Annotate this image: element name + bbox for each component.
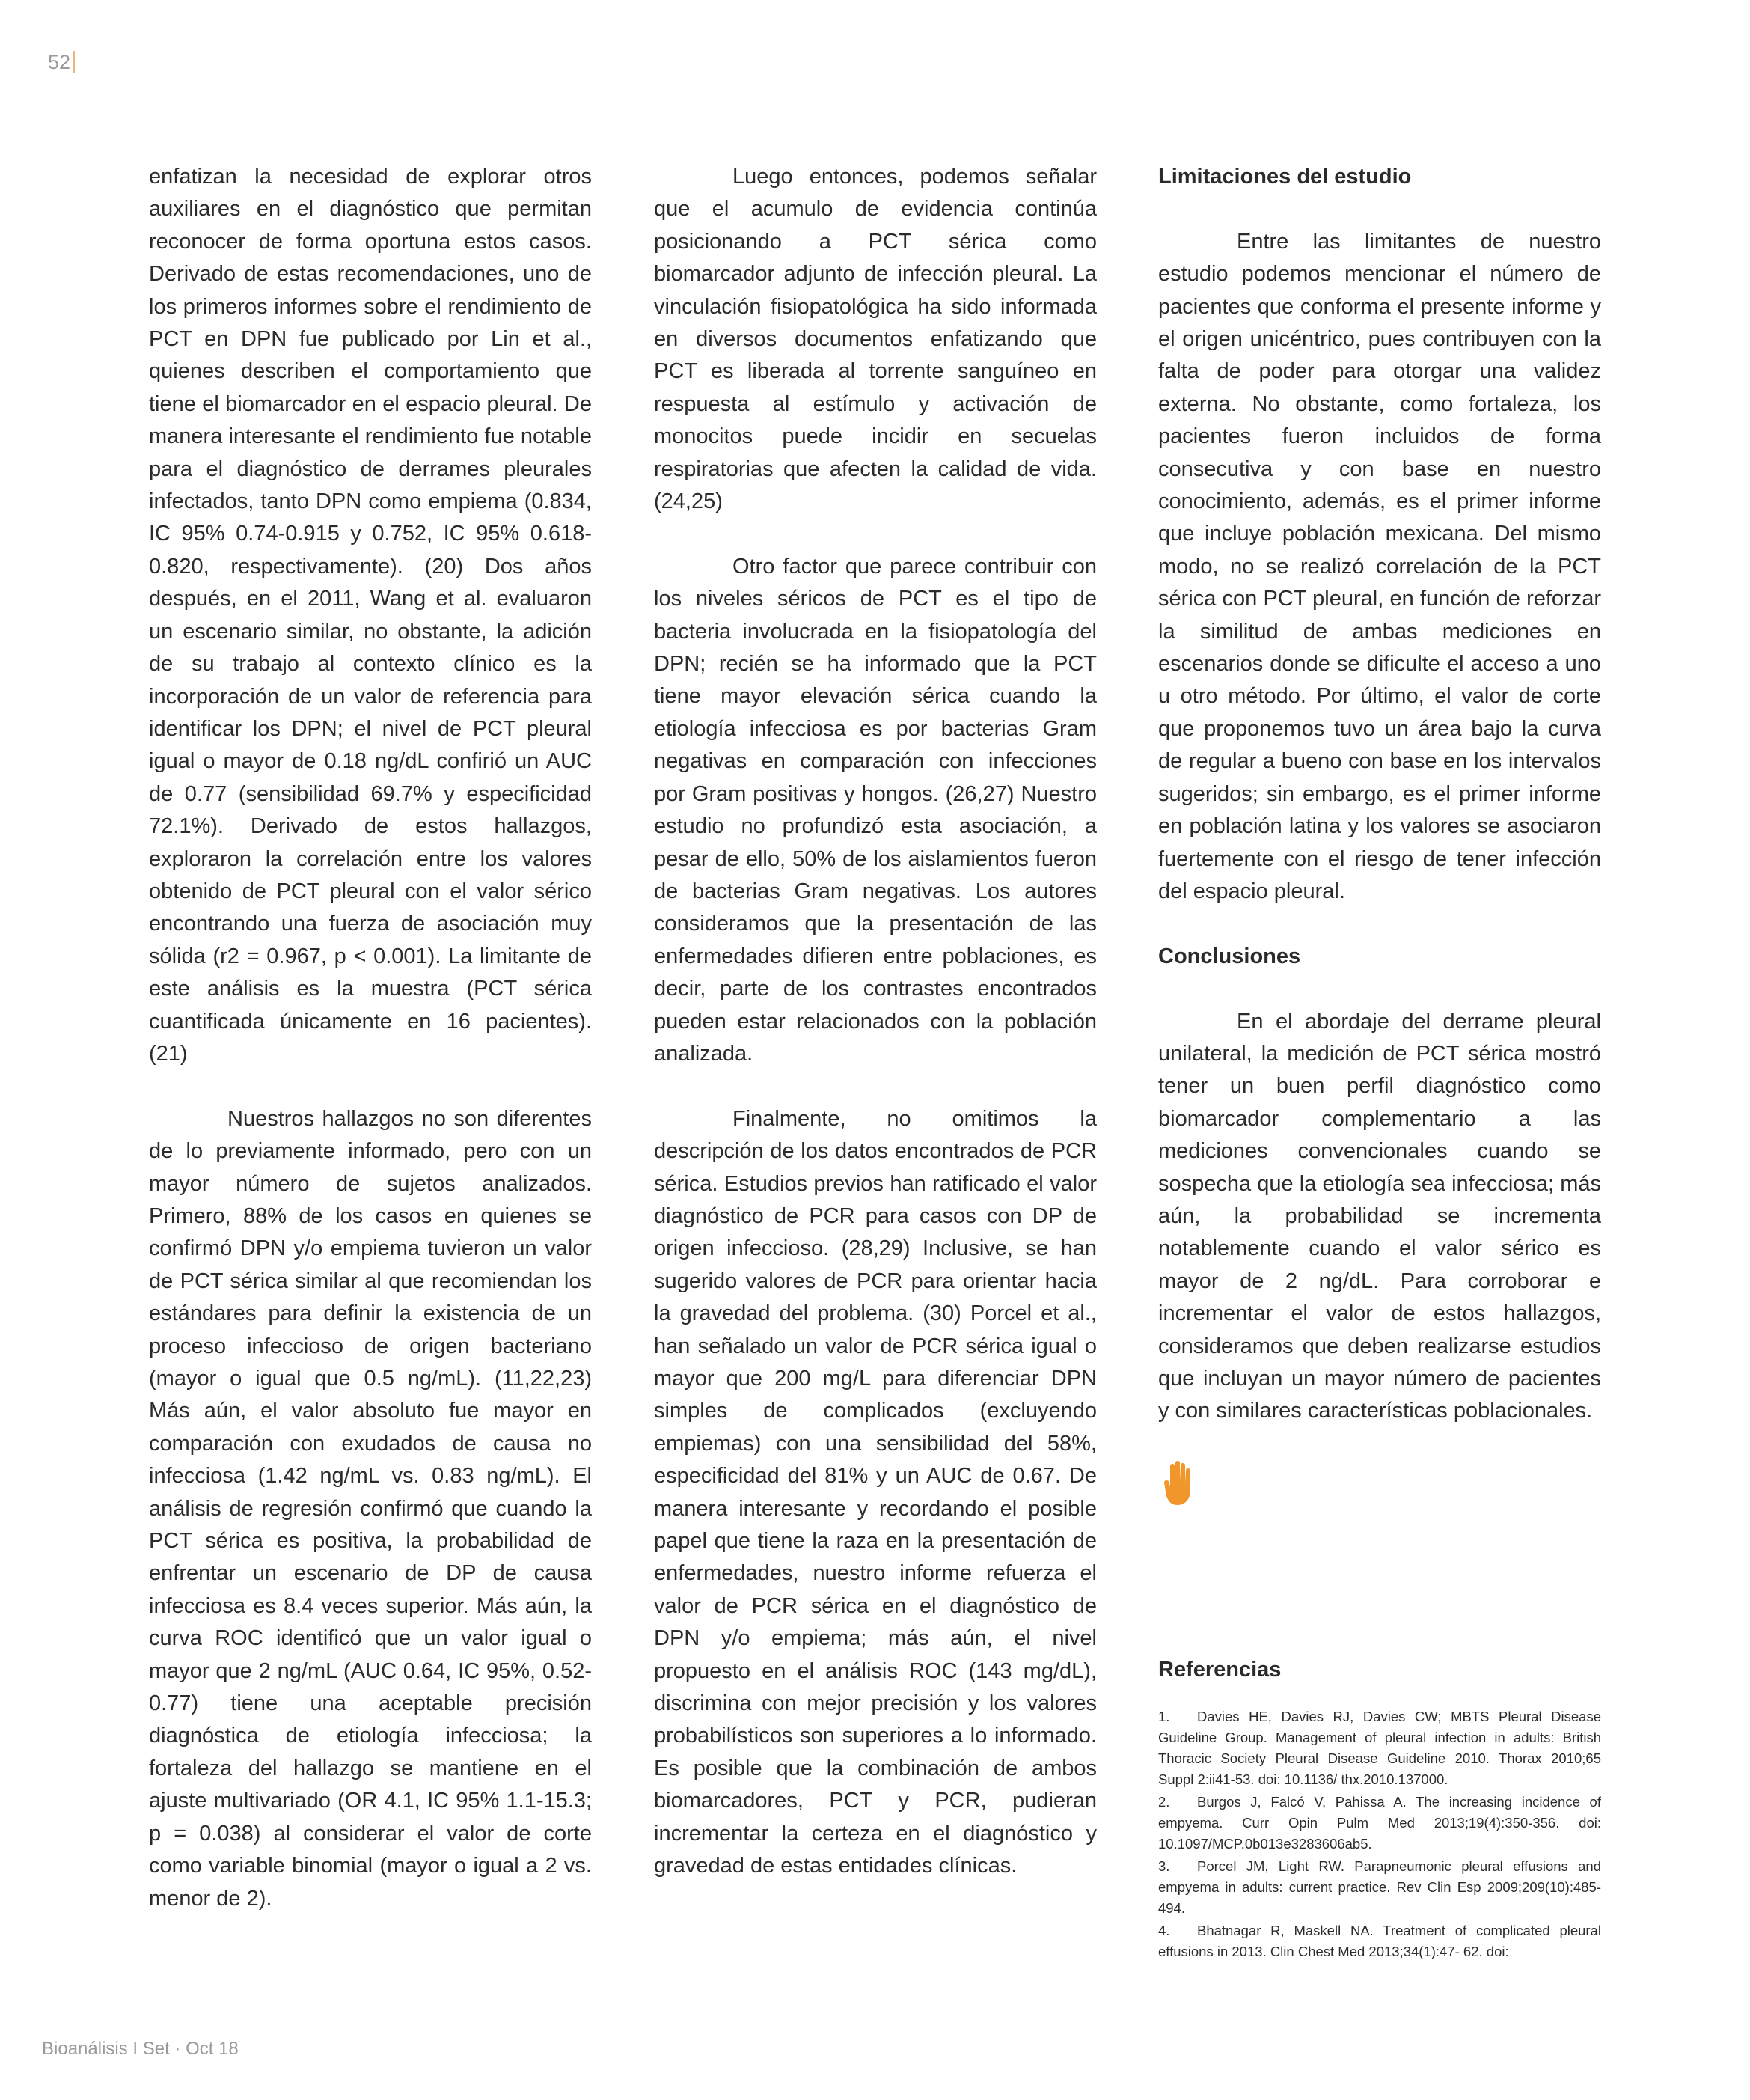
- column-3: [1158, 161, 1601, 1517]
- paragraph: Nuestros hallazgos no son diferentes de lo previamente informado, pero con un mayor número de sujetos analizados. Primero, 88% de los casos en quienes se confirmó DPN y/o empiema tuvieron un valor de PCT sérica similar al que recomiendan los estándares para definir la existencia de un proceso infeccioso de origen bacteriano (mayor o igual que 0.5 ng/mL). (11,22,23) Más aún, el valor absoluto fue mayor en comparación con exudados de causa no infecciosa (1.42 ng/mL vs. 0.83 ng/mL). El análisis de regresión confirmó que cuando la PCT sérica es positiva, la probabilidad de enfrentar un escenario de DP de causa infecciosa es 8.4 veces superior. Más aún, la curva ROC identificó que un valor igual o mayor que 2 ng/mL (AUC 0.64, IC 95%, 0.52-0.77) tiene una aceptable precisión diagnóstica de etiología infecciosa; la fortaleza del hallazgo se mantiene en el ajuste multivariado (OR 4.1, IC 95% 1.1-15.3; p = 0.038) al considerar el valor de corte como variable binomial (mayor o igual a 2 vs. menor de 2).: [149, 1106, 592, 1911]
- section-heading-limitations: Limitaciones del estudio: [1158, 165, 1412, 189]
- paragraph: Entre las limitantes de nuestro estudio podemos mencionar el número de pacientes que conforma el presente informe y el origen unicéntrico, pues contribuyen con la falta de poder para otorgar una validez externa. No obstante, como fortaleza, los pacientes fueron incluidos de forma consecutiva y con base en nuestro conocimiento, además, es el primer informe que incluye población mexicana. Del mismo modo, no se realizó correlación de la PCT sérica con PCT pleural, en función de reforzar la similitud de ambas mediciones en escenarios donde se dificulte el acceso a uno u otro método. Por último, el valor de corte que proponemos tuvo un área bajo la curva de regular a bueno con base en los intervalos sugeridos; sin embargo, es el primer informe en población latina y los valores se asociaron fuertemente con el riesgo de tener infección del espacio pleural.: [1158, 229, 1601, 903]
- references-heading: Referencias: [1158, 1658, 1282, 1682]
- page-number: 52: [48, 51, 75, 73]
- section-heading-conclusions: Conclusiones: [1158, 944, 1301, 968]
- hand-icon: [1158, 1460, 1601, 1516]
- paragraph: En el abordaje del derrame pleural unilateral, la medición de PCT sérica mostró tener un buen perfil diagnóstico como biomarcador complementario a las mediciones convencionales cuando se sospecha que la etiología sea infecciosa; más aún, la probabilidad se incrementa notablemente cuando el valor sérico es mayor de 2 ng/dL. Para corroborar e incrementar el valor de estos hallazgos, consideramos que deben realizarse estudios que incluyan un mayor número de pacientes y con similares características poblacionales.: [1158, 1009, 1601, 1423]
- reference-item: 1. Davies HE, Davies RJ, Davies CW; MBTS Pleural Disease Guideline Group. Management of pleural infection in adults: British Thoracic Society Pleural Disease Guideline 2010. Thorax 2010;65 Suppl 2:ii41-53. doi: 10.1136/ thx.2010.137000.: [1158, 1709, 1601, 1787]
- reference-item: 3. Porcel JM, Light RW. Parapneumonic pleural effusions and empyema in adults: current practice. Rev Clin Esp 2009;209(10):485-494.: [1158, 1858, 1601, 1916]
- reference-item: 4. Bhatnagar R, Maskell NA. Treatment of complicated pleural effusions in 2013. Clin Chest Med 2013;34(1):47- 62. doi:: [1158, 1923, 1601, 1959]
- paragraph: enfatizan la necesidad de explorar otros auxiliares en el diagnóstico que permitan reconocer de forma oportuna estos casos. Derivado de estas recomendaciones, uno de los primeros informes sobre el rendimiento de PCT en DPN fue publicado por Lin et al., quienes describen el comportamiento que tiene el biomarcador en el espacio pleural. De manera interesante el rendimiento fue notable para el diagnóstico de derrames pleurales infectados, tanto DPN como empiema (0.834, IC 95% 0.74-0.915 y 0.752, IC 95% 0.618-0.820, respectivamente). (20) Dos años después, en el 2011, Wang et al. evaluaron un escenario similar, no obstante, la adición de su trabajo al contexto clínico es la incorporación de un valor de referencia para identificar los DPN; el nivel de PCT pleural igual o mayor de 0.18 ng/dL confirió un AUC de 0.77 (sensibilidad 69.7% y especificidad 72.1%). Derivado de estos hallazgos, exploraron la correlación entre los valores obtenido de PCT pleural con el valor sérico encontrando una fuerza de asociación muy sólida (r2 = 0.967, p < 0.001). La limitante de este análisis es la muestra (PCT sérica cuantificada únicamente en 16 pacientes). (21): [149, 165, 592, 1066]
- paragraph: Otro factor que parece contribuir con los niveles séricos de PCT es el tipo de bacteria involucrada en la fisiopatología del DPN; recién se ha informado que la PCT tiene mayor elevación sérica cuando la etiología infecciosa es por bacterias Gram negativas en comparación con infecciones por Gram positivas y hongos. (26,27) Nuestro estudio no profundizó esta asociación, a pesar de ello, 50% de los aislamientos fueron de bacterias Gram negativas. Los autores consideramos que la presentación de las enfermedades difieren entre poblaciones, es decir, parte de los contrastes encontrados pueden estar relacionados con la población analizada.: [654, 554, 1097, 1066]
- column-2: [654, 161, 1097, 1915]
- paragraph: Finalmente, no omitimos la descripción de los datos encontrados de PCR sérica. Estudios previos han ratificado el valor diagnóstico de PCR para casos con DP de origen infeccioso. (28,29) Inclusive, se han sugerido valores de PCR para orientar hacia la gravedad del problema. (30) Porcel et al., han señalado un valor de PCR sérica igual o mayor que 200 mg/L para diferenciar DPN simples de complicados (excluyendo empiemas) con una sensibilidad del 58%, especificidad del 81% y un AUC de 0.67. De manera interesante y recordando el posible papel que tiene la raza en la presentación de enfermedades, nuestro informe refuerza el valor de PCR sérica en el diagnóstico de DPN y/o empiema; más aún, el nivel propuesto en el análisis ROC (143 mg/dL), discrimina con mejor precisión y los valores probabilísticos son superiores a lo informado. Es posible que la combinación de ambos biomarcadores, PCT y PCR, pudieran incrementar la certeza en el diagnóstico y gravedad de estas entidades clínicas.: [654, 1106, 1097, 1878]
- paragraph: Luego entonces, podemos señalar que el acumulo de evidencia continúa posicionando a PCT sérica como biomarcador adjunto de infección pleural. La vinculación fisiopatológica ha sido informada en diversos documentos enfatizando que PCT es liberada al torrente sanguíneo en respuesta al estímulo y activación de monocitos puede incidir en secuelas respiratorias que afecten la calidad de vida. (24,25): [654, 165, 1097, 514]
- references-list: [1158, 1706, 1601, 1964]
- page-footer: Bioanálisis I Set · Oct 18: [42, 2039, 239, 2059]
- column-1: [149, 161, 592, 1947]
- reference-item: 2. Burgos J, Falcó V, Pahissa A. The increasing incidence of empyema. Curr Opin Pulm Med 2013;19(4):350-356. doi: 10.1097/MCP.0b013e3283606ab5.: [1158, 1794, 1601, 1852]
